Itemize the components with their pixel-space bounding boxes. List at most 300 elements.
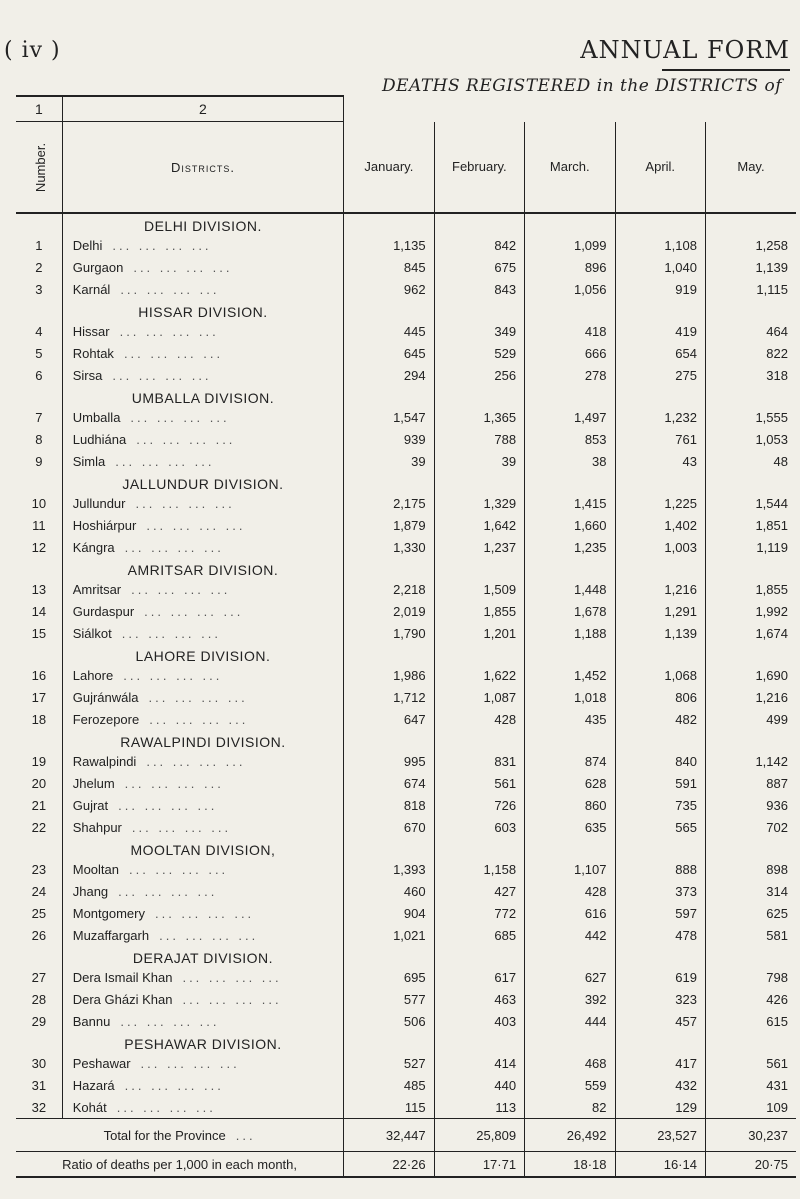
- district-cell: [62, 536, 343, 558]
- month-value: 898: [766, 861, 788, 877]
- division-empty-cell: [705, 946, 796, 966]
- month-value: 1,674: [755, 625, 788, 641]
- month-value: 645: [344, 342, 434, 364]
- division-empty-cell: [615, 472, 705, 492]
- district-cell: [62, 772, 343, 794]
- month-value: 1,018: [525, 686, 615, 708]
- division-empty-cell: [525, 838, 615, 858]
- month-value: 1,547: [344, 406, 434, 428]
- division-empty-cell: [525, 386, 615, 406]
- month-value: 278: [525, 364, 615, 386]
- district-cell: [62, 708, 343, 730]
- ratio-row: [16, 1152, 796, 1178]
- month-value: 695: [344, 966, 434, 988]
- month-value: 806: [615, 686, 705, 708]
- leader-dots: ... ... ... ...: [115, 453, 215, 469]
- district-name: Shahpur: [72, 819, 122, 835]
- column-number-2: 2: [62, 96, 343, 122]
- month-value: 896: [525, 256, 615, 278]
- row-number: 15: [16, 622, 62, 644]
- month-value: 485: [344, 1074, 434, 1096]
- month-value: 1,107: [525, 858, 615, 880]
- division-empty-cell: [615, 946, 705, 966]
- month-value: 109: [766, 1099, 788, 1115]
- division-empty-cell: [344, 558, 434, 578]
- division-empty-cell: [434, 946, 524, 966]
- month-value: 82: [525, 1096, 615, 1119]
- month-value: 822: [766, 345, 788, 361]
- month-value: 435: [525, 708, 615, 730]
- division-empty-cell: [615, 644, 705, 664]
- district-name: Lahore: [72, 667, 114, 683]
- month-value: 1,851: [755, 517, 788, 533]
- month-value: 685: [434, 924, 524, 946]
- division-empty-cell: [434, 472, 524, 492]
- row-number: 23: [16, 858, 62, 880]
- month-value: 418: [525, 320, 615, 342]
- month-value: 1,237: [434, 536, 524, 558]
- district-cell: [62, 902, 343, 924]
- month-value: 628: [525, 772, 615, 794]
- row-number: 22: [16, 816, 62, 838]
- division-empty-cell: [434, 300, 524, 320]
- division-empty-cell: [615, 386, 705, 406]
- month-value: 464: [766, 323, 788, 339]
- division-name: DELHI DIVISION.: [62, 213, 343, 234]
- month-value: 2,218: [344, 578, 434, 600]
- month-value: 1,188: [525, 622, 615, 644]
- division-empty-cell: [434, 558, 524, 578]
- district-cell: [62, 600, 343, 622]
- table-row: [16, 902, 796, 924]
- month-value: 478: [615, 924, 705, 946]
- division-empty-cell: [705, 644, 796, 664]
- division-row: [16, 558, 796, 578]
- month-value: 761: [615, 428, 705, 450]
- division-empty-cell: [615, 1032, 705, 1052]
- division-empty-cell: [615, 838, 705, 858]
- district-cell: [62, 578, 343, 600]
- table-row: [16, 988, 796, 1010]
- district-cell: [62, 924, 343, 946]
- division-empty-cell: [434, 838, 524, 858]
- month-value: 39: [344, 450, 434, 472]
- leader-dots: ... ... ... ...: [116, 1099, 216, 1115]
- month-value: 427: [434, 880, 524, 902]
- district-cell: [62, 816, 343, 838]
- leader-dots: ... ... ... ...: [128, 861, 229, 877]
- month-value: 529: [434, 342, 524, 364]
- month-value: 702: [766, 819, 788, 835]
- row-number: 14: [16, 600, 62, 622]
- row-number: 17: [16, 686, 62, 708]
- month-header-apr: April.: [615, 122, 705, 214]
- leader-dots: ... ... ... ...: [182, 991, 282, 1007]
- month-value: 1,135: [344, 234, 434, 256]
- month-value: 1,329: [434, 492, 524, 514]
- month-value: 445: [344, 320, 434, 342]
- month-value: 1,225: [615, 492, 705, 514]
- district-cell: [62, 1010, 343, 1032]
- month-value: 414: [434, 1052, 524, 1074]
- ratio-value: 18·18: [525, 1152, 615, 1178]
- table-row: [16, 342, 796, 364]
- leader-dots: ... ... ... ...: [131, 581, 231, 597]
- month-value: 1,003: [615, 536, 705, 558]
- month-value: 1,855: [434, 600, 524, 622]
- month-value: 1,555: [755, 409, 788, 425]
- district-cell: [62, 664, 343, 686]
- table-row: [16, 750, 796, 772]
- row-number: 32: [16, 1096, 62, 1119]
- leader-dots: ... ... ... ...: [136, 431, 236, 447]
- row-number: 18: [16, 708, 62, 730]
- month-value: 670: [344, 816, 434, 838]
- division-name: RAWALPINDI DIVISION.: [62, 730, 343, 750]
- deaths-table: [16, 95, 796, 1178]
- division-spacer: [16, 213, 62, 234]
- month-value: 887: [766, 775, 788, 791]
- month-value: 1,879: [344, 514, 434, 536]
- month-value: 860: [525, 794, 615, 816]
- division-empty-cell: [525, 730, 615, 750]
- table-row: [16, 1010, 796, 1032]
- month-value: 995: [344, 750, 434, 772]
- division-name: JALLUNDUR DIVISION.: [62, 472, 343, 492]
- column-number-1: 1: [16, 96, 62, 122]
- district-cell: [62, 342, 343, 364]
- row-number: 27: [16, 966, 62, 988]
- ratio-value: 17·71: [434, 1152, 524, 1178]
- district-cell: [62, 406, 343, 428]
- total-value: 23,527: [615, 1119, 705, 1152]
- month-value: 392: [525, 988, 615, 1010]
- total-value: 30,237: [705, 1119, 796, 1152]
- month-value: 256: [434, 364, 524, 386]
- month-value: 275: [615, 364, 705, 386]
- division-spacer: [16, 472, 62, 492]
- month-value: 1,497: [525, 406, 615, 428]
- district-name: Hoshiárpur: [72, 517, 137, 533]
- month-value: 432: [615, 1074, 705, 1096]
- month-value: 904: [344, 902, 434, 924]
- month-value: 1,235: [525, 536, 615, 558]
- division-name: LAHORE DIVISION.: [62, 644, 343, 664]
- row-number: 13: [16, 578, 62, 600]
- table-row: [16, 816, 796, 838]
- table-row: [16, 256, 796, 278]
- table-row: [16, 708, 796, 730]
- month-value: 440: [434, 1074, 524, 1096]
- month-value: 1,201: [434, 622, 524, 644]
- district-name: Siálkot: [72, 625, 112, 641]
- leader-dots: ... ... ... ...: [146, 517, 246, 533]
- month-value: 1,986: [344, 664, 434, 686]
- month-value: 616: [525, 902, 615, 924]
- table-row: [16, 514, 796, 536]
- month-value: 666: [525, 342, 615, 364]
- month-value: 1,291: [615, 600, 705, 622]
- month-value: 842: [434, 234, 524, 256]
- month-value: 1,365: [434, 406, 524, 428]
- division-empty-cell: [705, 386, 796, 406]
- district-name: Kohát: [72, 1099, 107, 1115]
- row-number: 5: [16, 342, 62, 364]
- district-name: Gujrat: [72, 797, 109, 813]
- row-number: 11: [16, 514, 62, 536]
- month-value: 1,415: [525, 492, 615, 514]
- division-spacer: [16, 644, 62, 664]
- month-value: 1,108: [615, 234, 705, 256]
- month-value: 1,855: [755, 581, 788, 597]
- row-number: 9: [16, 450, 62, 472]
- division-empty-cell: [434, 730, 524, 750]
- month-value: 460: [344, 880, 434, 902]
- table-row: [16, 1096, 796, 1119]
- division-empty-cell: [344, 730, 434, 750]
- division-empty-cell: [344, 1032, 434, 1052]
- table-row: [16, 794, 796, 816]
- table-row: [16, 578, 796, 600]
- month-value: 1,393: [344, 858, 434, 880]
- row-number: 7: [16, 406, 62, 428]
- month-value: 591: [615, 772, 705, 794]
- month-value: 1,142: [755, 753, 788, 769]
- district-name: Rohtak: [72, 345, 114, 361]
- district-cell: [62, 1096, 343, 1119]
- month-value: 419: [615, 320, 705, 342]
- month-value: 674: [344, 772, 434, 794]
- month-value: 1,790: [344, 622, 434, 644]
- month-value: 457: [615, 1010, 705, 1032]
- leader-dots: ... ... ... ...: [124, 775, 224, 791]
- district-cell: [62, 450, 343, 472]
- division-row: [16, 838, 796, 858]
- division-row: [16, 1032, 796, 1052]
- table-row: [16, 320, 796, 342]
- district-name: Montgomery: [72, 905, 145, 921]
- division-empty-cell: [344, 300, 434, 320]
- table-row: [16, 492, 796, 514]
- division-row: [16, 213, 796, 234]
- month-value: 1,021: [344, 924, 434, 946]
- district-cell: [62, 686, 343, 708]
- month-value: 349: [434, 320, 524, 342]
- division-empty-cell: [434, 213, 524, 234]
- total-value: 25,809: [434, 1119, 524, 1152]
- division-row: [16, 472, 796, 492]
- division-row: [16, 730, 796, 750]
- leader-dots: ... ... ... ...: [112, 237, 212, 253]
- table-row: [16, 406, 796, 428]
- month-value: 1,258: [755, 237, 788, 253]
- district-name: Muzaffargarh: [72, 927, 150, 943]
- month-value: 1,053: [755, 431, 788, 447]
- leader-dots: ... ... ... ...: [135, 495, 235, 511]
- district-cell: [62, 750, 343, 772]
- month-value: 403: [434, 1010, 524, 1032]
- month-value: 1,119: [756, 539, 788, 555]
- division-name: AMRITSAR DIVISION.: [62, 558, 343, 578]
- month-value: 1,544: [755, 495, 788, 511]
- division-spacer: [16, 386, 62, 406]
- table-row: [16, 428, 796, 450]
- month-value: 48: [773, 453, 788, 469]
- total-value: 32,447: [344, 1119, 434, 1152]
- leader-dots: ... ... ... ...: [131, 819, 232, 835]
- division-row: [16, 386, 796, 406]
- month-value: 373: [615, 880, 705, 902]
- district-cell: [62, 794, 343, 816]
- table-row: [16, 880, 796, 902]
- month-value: 468: [525, 1052, 615, 1074]
- division-empty-cell: [705, 213, 796, 234]
- month-value: 1,158: [434, 858, 524, 880]
- division-spacer: [16, 300, 62, 320]
- month-value: 115: [344, 1096, 434, 1119]
- table-row: [16, 1074, 796, 1096]
- month-value: 1,099: [525, 234, 615, 256]
- month-value: 431: [766, 1077, 788, 1093]
- month-value: 627: [525, 966, 615, 988]
- page-label: ( iv ): [4, 38, 61, 63]
- month-value: 874: [525, 750, 615, 772]
- form-title: ANNUAL FORM: [580, 36, 790, 64]
- district-name: Delhi: [72, 237, 103, 253]
- row-number: 3: [16, 278, 62, 300]
- division-empty-cell: [525, 644, 615, 664]
- leader-dots: ... ... ... ...: [130, 409, 230, 425]
- division-name: UMBALLA DIVISION.: [62, 386, 343, 406]
- month-value: 417: [615, 1052, 705, 1074]
- district-cell: [62, 880, 343, 902]
- month-value: 1,678: [525, 600, 615, 622]
- leader-dots: ... ... ... ...: [144, 603, 244, 619]
- month-value: 444: [525, 1010, 615, 1032]
- month-header-feb: February.: [434, 122, 524, 214]
- division-spacer: [16, 730, 62, 750]
- leader-dots: ... ... ... ...: [118, 797, 218, 813]
- month-value: 625: [766, 905, 788, 921]
- district-name: Hazará: [72, 1077, 115, 1093]
- division-empty-cell: [525, 300, 615, 320]
- division-spacer: [16, 558, 62, 578]
- district-name: Umballa: [72, 409, 121, 425]
- month-value: 888: [615, 858, 705, 880]
- month-value: 962: [344, 278, 434, 300]
- month-value: 735: [615, 794, 705, 816]
- leader-dots: ... ... ... ...: [146, 753, 246, 769]
- month-value: 428: [525, 880, 615, 902]
- table-row: [16, 450, 796, 472]
- total-label: Total for the Province: [103, 1127, 226, 1143]
- month-value: 853: [525, 428, 615, 450]
- month-value: 565: [615, 816, 705, 838]
- month-value: 843: [434, 278, 524, 300]
- month-value: 1,216: [615, 578, 705, 600]
- row-number: 10: [16, 492, 62, 514]
- table-row: [16, 966, 796, 988]
- division-empty-cell: [344, 472, 434, 492]
- leader-dots: ... ... ... ...: [120, 281, 220, 297]
- row-number: 25: [16, 902, 62, 924]
- month-value: 654: [615, 342, 705, 364]
- leader-dots: ... ... ... ...: [121, 625, 221, 641]
- district-cell: [62, 256, 343, 278]
- district-cell: [62, 622, 343, 644]
- division-empty-cell: [525, 472, 615, 492]
- month-value: 1,690: [755, 667, 788, 683]
- division-empty-cell: [434, 644, 524, 664]
- leader-dots: ... ... ... ...: [123, 667, 223, 683]
- month-value: 559: [525, 1074, 615, 1096]
- division-empty-cell: [705, 1032, 796, 1052]
- division-empty-cell: [434, 386, 524, 406]
- month-value: 1,452: [525, 664, 615, 686]
- month-value: 1,056: [525, 278, 615, 300]
- leader-dots: ... ... ... ...: [182, 969, 282, 985]
- month-value: 1,139: [755, 259, 788, 275]
- month-value: 499: [766, 711, 788, 727]
- district-cell: [62, 278, 343, 300]
- month-value: 1,115: [756, 281, 788, 297]
- row-number: 24: [16, 880, 62, 902]
- row-number: 8: [16, 428, 62, 450]
- month-value: 43: [615, 450, 705, 472]
- month-value: 38: [525, 450, 615, 472]
- month-value: 615: [766, 1013, 788, 1029]
- ratio-label: Ratio of deaths per 1,000 in each month,: [16, 1152, 344, 1178]
- division-empty-cell: [344, 644, 434, 664]
- ratio-value: 20·75: [705, 1152, 796, 1178]
- district-name: Dera Gházi Khan: [72, 991, 173, 1007]
- month-value: 1,660: [525, 514, 615, 536]
- leader-dots: ... ... ... ...: [140, 1055, 240, 1071]
- month-value: 818: [344, 794, 434, 816]
- district-cell: [62, 320, 343, 342]
- division-empty-cell: [525, 946, 615, 966]
- district-name: Gujránwála: [72, 689, 139, 705]
- month-header-may: May.: [705, 122, 796, 214]
- district-name: Karnál: [72, 281, 111, 297]
- division-empty-cell: [525, 558, 615, 578]
- month-value: 1,232: [615, 406, 705, 428]
- month-value: 1,068: [615, 664, 705, 686]
- division-empty-cell: [344, 386, 434, 406]
- district-name: Bannu: [72, 1013, 111, 1029]
- division-name: HISSAR DIVISION.: [62, 300, 343, 320]
- month-value: 442: [525, 924, 615, 946]
- month-value: 619: [615, 966, 705, 988]
- division-empty-cell: [615, 213, 705, 234]
- division-name: PESHAWAR DIVISION.: [62, 1032, 343, 1052]
- row-number: 4: [16, 320, 62, 342]
- month-value: 1,139: [615, 622, 705, 644]
- month-value: 772: [434, 902, 524, 924]
- month-value: 1,087: [434, 686, 524, 708]
- month-value: 561: [766, 1055, 788, 1071]
- month-value: 919: [615, 278, 705, 300]
- district-name: Ferozepore: [72, 711, 140, 727]
- ratio-value: 16·14: [615, 1152, 705, 1178]
- month-value: 2,175: [344, 492, 434, 514]
- month-value: 798: [766, 969, 788, 985]
- total-value: 26,492: [525, 1119, 615, 1152]
- division-spacer: [16, 1032, 62, 1052]
- leader-dots: ... ... ... ...: [124, 539, 224, 555]
- leader-dots: ... ... ... ...: [118, 883, 218, 899]
- district-name: Gurgaon: [72, 259, 124, 275]
